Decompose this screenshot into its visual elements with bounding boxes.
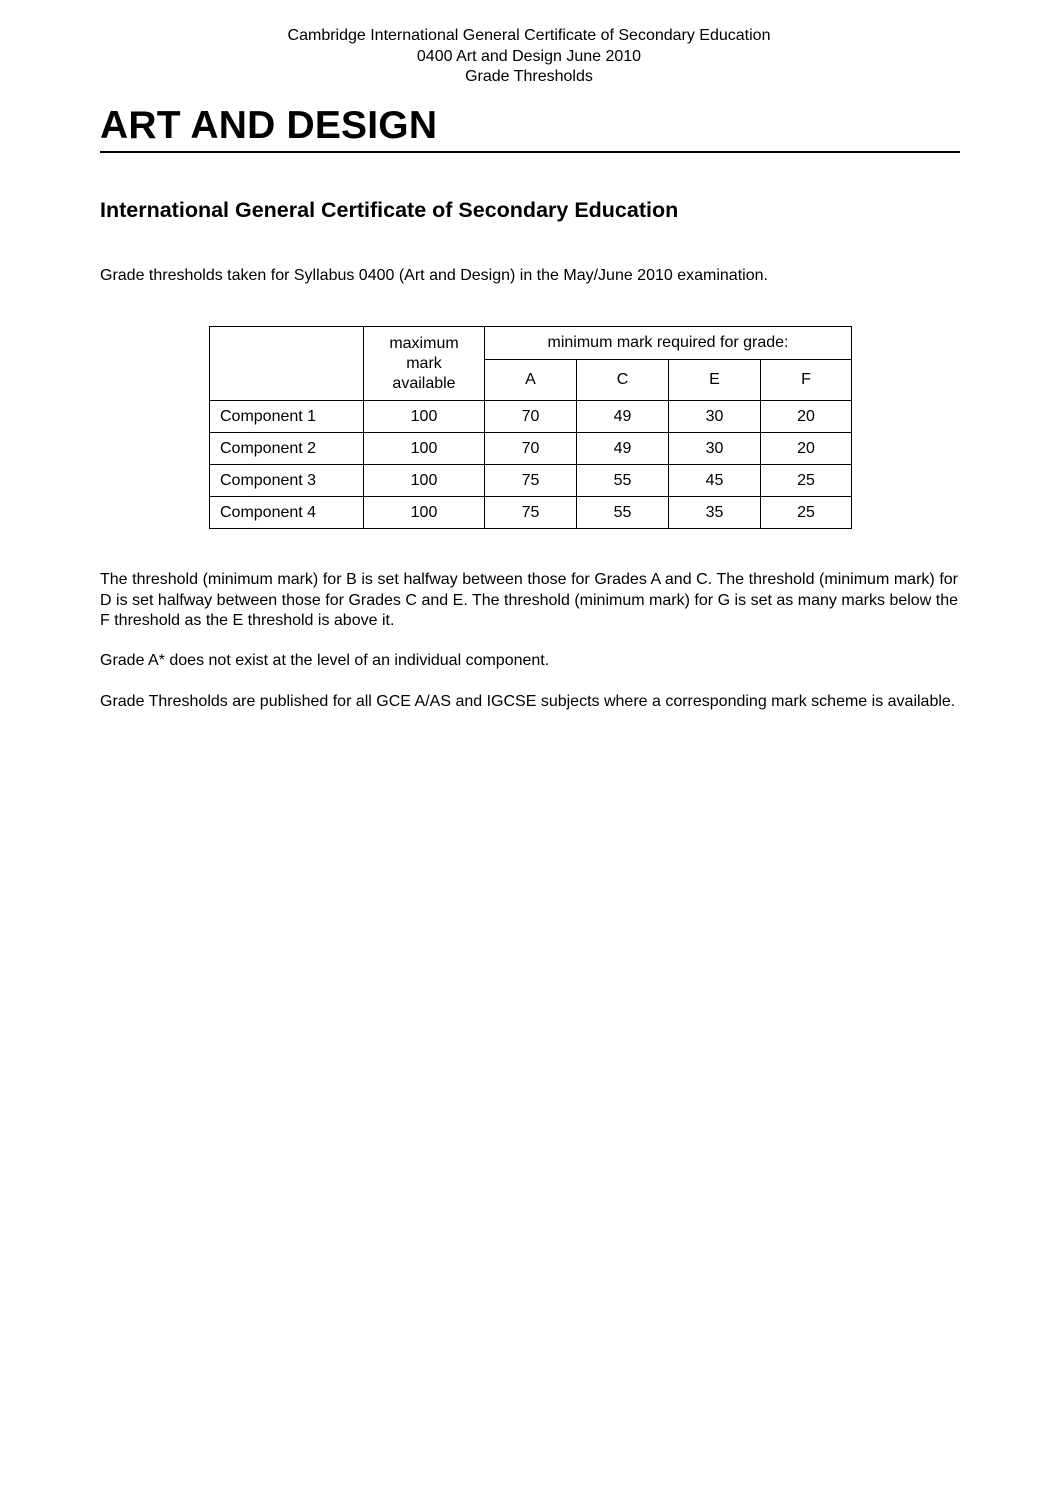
grade-f-cell: 20	[761, 401, 852, 433]
table-row	[210, 465, 852, 497]
table-header-min-mark: minimum mark required for grade:	[485, 327, 852, 360]
component-label: Component 4	[210, 497, 364, 529]
grade-a-cell: 75	[485, 465, 577, 497]
max-mark-cell: 100	[364, 497, 485, 529]
header-line-doc-type: Grade Thresholds	[465, 68, 593, 85]
grade-f-cell: 25	[761, 465, 852, 497]
max-mark-cell: 100	[364, 433, 485, 465]
component-label: Component 3	[210, 465, 364, 497]
grade-a-cell: 70	[485, 433, 577, 465]
max-mark-header-line: maximum	[389, 334, 459, 352]
max-mark-header-line: mark	[406, 354, 442, 372]
grade-c-cell: 55	[577, 465, 669, 497]
header-line-syllabus: 0400 Art and Design June 2010	[416, 47, 642, 65]
table-row	[210, 433, 852, 465]
max-mark-cell: 100	[364, 401, 485, 433]
grade-e-cell: 30	[669, 401, 761, 433]
component-label: Component 1	[210, 401, 364, 433]
grade-e-cell: 30	[669, 433, 761, 465]
running-header	[0, 26, 1058, 88]
intro-text: Grade thresholds taken for Syllabus 0400 (Art and Design) in the May/June 2010 examination.	[100, 267, 768, 284]
table-header-row	[210, 327, 852, 360]
table-row	[210, 497, 852, 529]
table-header-blank	[210, 327, 364, 401]
publication-note: Grade Thresholds are published for all GCE A/AS and IGCSE subjects where a corresponding mark scheme is available.	[100, 693, 956, 710]
table-header-max-mark	[364, 327, 485, 401]
section-title: International General Certificate of Secondary Education	[100, 198, 679, 222]
grade-a-cell: 70	[485, 401, 577, 433]
grade-e-cell: 45	[669, 465, 761, 497]
grade-e-cell: 35	[669, 497, 761, 529]
grade-header-a: A	[485, 360, 577, 401]
grade-a-star-note: Grade A* does not exist at the level of an individual component.	[100, 652, 550, 669]
grade-header-f: F	[761, 360, 852, 401]
table-row	[210, 401, 852, 433]
grade-c-cell: 49	[577, 401, 669, 433]
max-mark-header-line: available	[392, 374, 456, 392]
grade-threshold-table	[209, 326, 852, 529]
grade-c-cell: 55	[577, 497, 669, 529]
grade-header-c: C	[577, 360, 669, 401]
grade-a-cell: 75	[485, 497, 577, 529]
grade-header-e: E	[669, 360, 761, 401]
component-label: Component 2	[210, 433, 364, 465]
threshold-note-paragraph: The threshold (minimum mark) for B is set halfway between those for Grades A and C. The threshold (minimum mark) for D is set halfway between those for Grades C and E. The threshold (minimum mark) for G is set as many marks below the F threshold as the E threshold is above it.	[100, 571, 958, 629]
grade-f-cell: 20	[761, 433, 852, 465]
header-line-qualification: Cambridge International General Certificate of Secondary Education	[287, 27, 771, 44]
grade-f-cell: 25	[761, 497, 852, 529]
page-title: ART AND DESIGN	[100, 101, 960, 153]
max-mark-cell: 100	[364, 465, 485, 497]
grade-c-cell: 49	[577, 433, 669, 465]
